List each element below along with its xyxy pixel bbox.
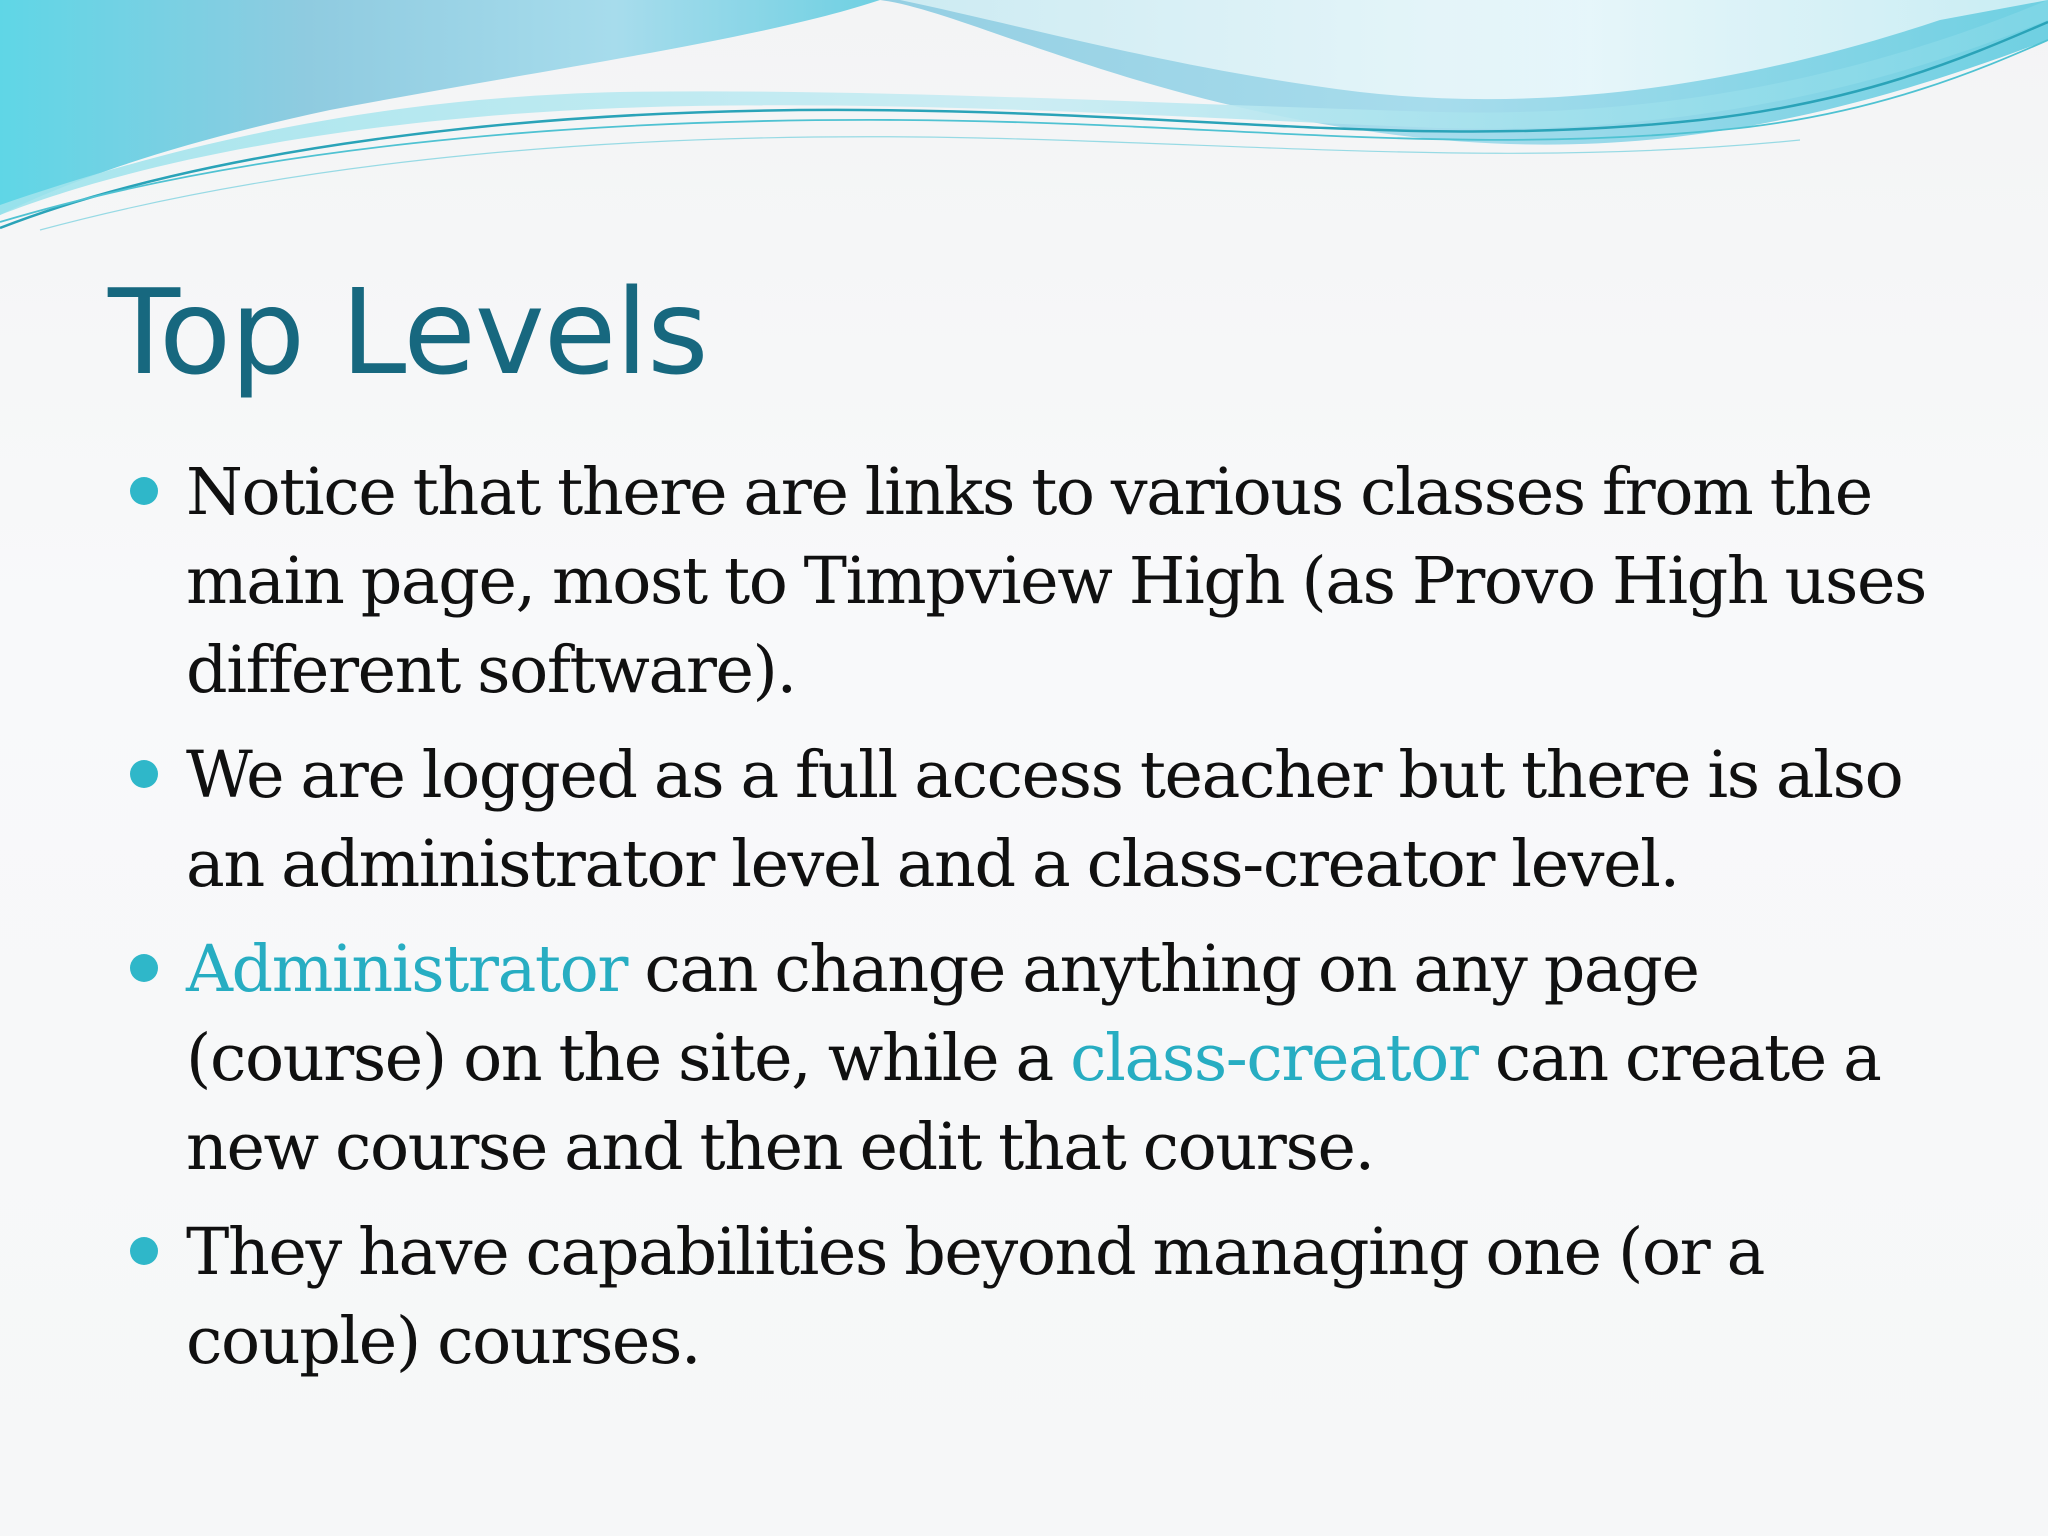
bullet-list [126,448,1926,1402]
bullet-item [126,1208,1926,1386]
bullet-dot-icon [130,1237,158,1265]
bullet-dot-icon [130,760,158,788]
highlight-class-creator: class-creator [1070,1021,1478,1096]
bullet-text: can change anything on any page (course) on the site, while a [186,932,1699,1096]
highlight-administrator: Administrator [186,932,628,1007]
bullet-dot-icon [130,477,158,505]
bullet-dot-icon [130,954,158,982]
bullet-item [126,731,1926,909]
slide-title: Top Levels [108,263,708,401]
bullet-text: Notice that there are links to various classes from the main page, most to Timpview High (as Provo High uses different software). [186,455,1926,708]
bullet-text: can create a new course and then edit that course. [186,1021,1881,1185]
bullet-item [126,925,1926,1192]
bullet-item [126,448,1926,715]
header-wave-decoration [0,0,2048,240]
bullet-text: We are logged as a full access teacher but there is also an administrator level and a class-creator level. [186,738,1903,902]
bullet-text: They have capabilities beyond managing one (or a couple) courses. [186,1215,1764,1379]
